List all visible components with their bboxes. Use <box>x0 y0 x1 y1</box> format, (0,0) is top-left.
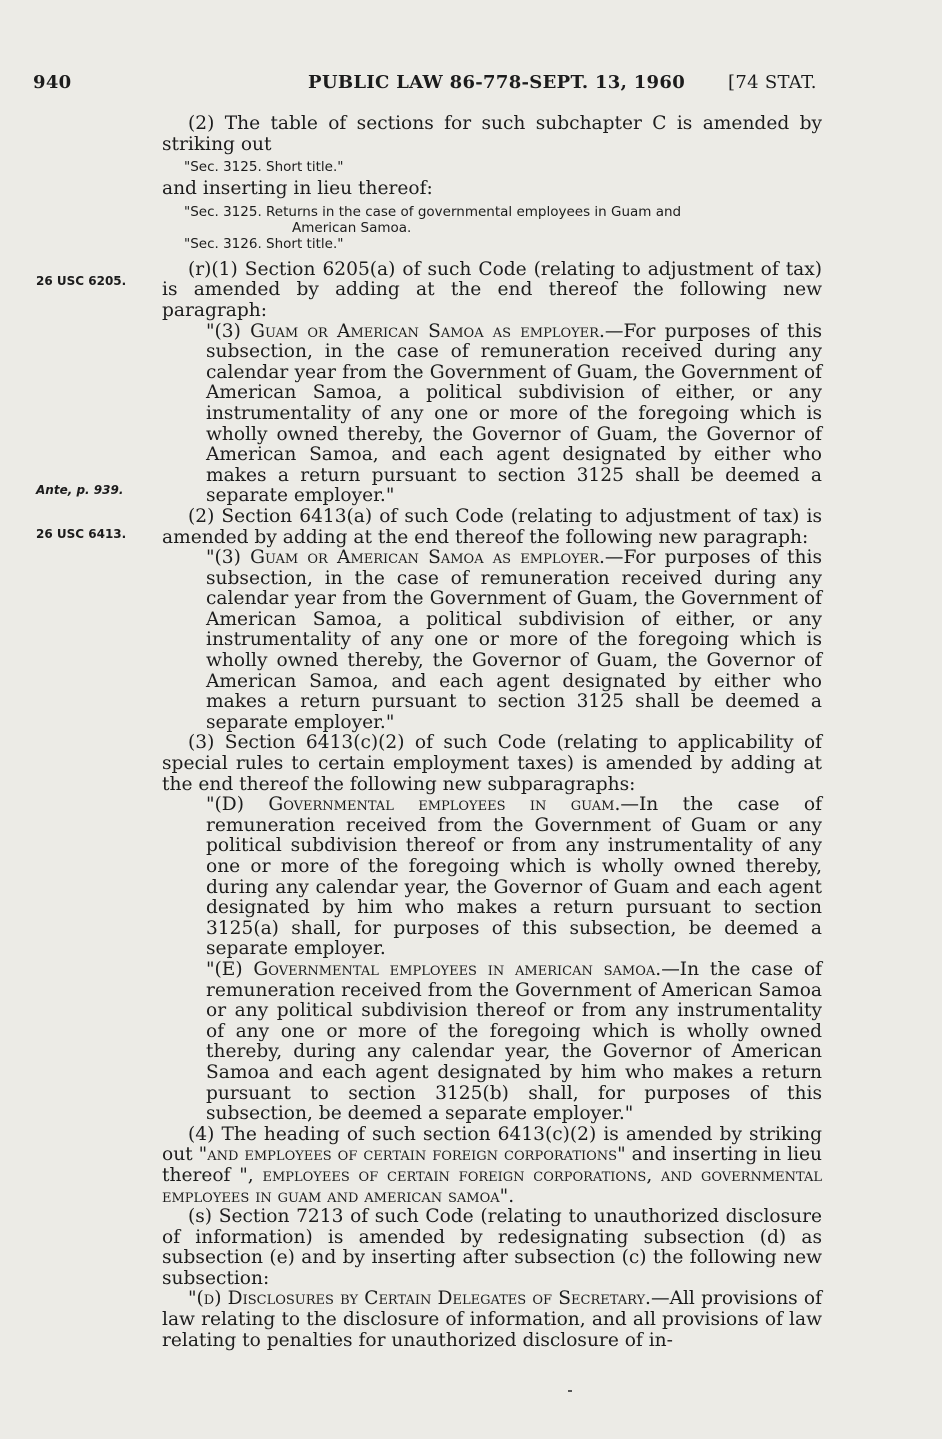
subsection-d-disclosures <box>162 1289 822 1351</box>
r1-quoted-paragraph <box>162 322 822 507</box>
paragraph-2-intro: (2) The table of sections for such subchapter C is amended by striking out <box>162 113 822 155</box>
r1-quote-body: —For purposes of this subsection, in the case of remuneration received during any calendar year from the Government of Guam, the Government of American Samoa, a political subdivision of either, or any instrumentality of any one or more of the foregoing which is wholly owned thereby, the Governor of Guam, the Governor of American Samoa, and each agent designated by either who makes a return pursuant to section 3125 shall be deemed a separate employer." <box>206 320 822 507</box>
subparagraph-e-body: —In the case of remuneration received from the Government of American Samoa or any political subdivision thereof or from any instrumentality of any one or more of the foregoing which is wholly owned thereby, during any calendar year, the Governor of American Samoa and each agent designated by him who makes a return pursuant to section 3125(b) shall, for purposes of this subsection, be deemed a separate employer." <box>206 958 822 1125</box>
new-section-3126: "Sec. 3126. Short title." <box>184 235 344 252</box>
subparagraph-d-heading: "(D) Governmental employees in guam. <box>206 794 621 816</box>
margin-note-26usc6205: 26 USC 6205. <box>36 274 127 288</box>
p2-quote-heading: "(3) Guam or American Samoa as employer. <box>206 547 605 569</box>
statute-volume: [74 STAT. <box>728 72 817 93</box>
running-head-title: PUBLIC LAW 86-778-SEPT. 13, 1960 <box>308 72 686 93</box>
paragraph-3: (3) Section 6413(c)(2) of such Code (relating to applicability of special rules to certain employment taxes) is amended by adding at the end thereof the following new subparagraphs: <box>162 732 822 795</box>
old-section-3125: "Sec. 3125. Short title." <box>184 159 344 176</box>
footer-mark <box>568 1390 572 1392</box>
paragraph-2: (2) Section 6413(a) of such Code (relating to adjustment of tax) is amended by adding at the end thereof the following new paragraph: <box>162 505 822 548</box>
subsection-d-heading: "(d) Disclosures by Certain Delegates of Secretary. <box>188 1288 651 1310</box>
new-section-3125-line2: American Samoa. <box>292 219 412 236</box>
subsection-d-body: —All provisions of law relating to the disclosure of information, and all provisions of law relating to penalties for unauthorized disclosure of in- <box>162 1288 822 1351</box>
insert-line: and inserting in lieu thereof: <box>162 178 433 200</box>
r1-quote-heading: "(3) Guam or American Samoa as employer. <box>206 320 605 342</box>
subparagraph-e-heading: "(E) Governmental employees in american samoa. <box>206 958 662 980</box>
body-text <box>162 114 822 1351</box>
margin-note-26usc6413: 26 USC 6413. <box>36 527 127 541</box>
p2-quoted-paragraph <box>162 548 822 733</box>
paragraph-4-struck-heading: and employees of certain foreign corporations <box>207 1144 618 1166</box>
margin-note-ante-p939: Ante, p. 939. <box>36 483 124 497</box>
page-number: 940 <box>33 72 72 93</box>
p2-quote-body: —For purposes of this subsection, in the case of remuneration received during any calendar year from the Government of Guam, the Government of American Samoa, a political subdivision of either, or any instrumentality of any one or more of the foregoing which is wholly owned thereby, the Governor of Guam, the Governor of American Samoa, and each agent designated by either who makes a return pursuant to section 3125 shall be deemed a separate employer." <box>206 547 822 733</box>
subparagraph-d <box>162 795 822 960</box>
subparagraph-e <box>162 960 822 1125</box>
paragraph-r1: (r)(1) Section 6205(a) of such Code (relating to adjustment of tax) is amended by adding at the end thereof the following new paragraph: <box>162 258 822 321</box>
paragraph-4 <box>162 1125 822 1207</box>
paragraph-s: (s) Section 7213 of such Code (relating to unauthorized disclosure of information) is amended by redesignating subsection (d) as subsection (e) and by inserting after subsection (c) the following new subsection: <box>162 1206 822 1289</box>
paragraph-4-new-heading: employees of certain foreign corporations, and governmental employees in guam and american samoa <box>162 1164 822 1207</box>
paragraph-4-part-e: ". <box>499 1185 515 1207</box>
subparagraph-d-body: —In the case of remuneration received from the Government of Guam or any political subdivision thereof or from any instrumentality of any one or more of the foregoing which is wholly owned thereby, during any calendar year, the Governor of Guam and each agent designated by him who makes a return pursuant to section 3125(a) shall, for purposes of this subsection, be deemed a separate employer. <box>206 794 822 960</box>
paragraph-4-part-a: (4) The heading of such section 6413(c)(2) is amended by striking out " <box>162 1123 822 1166</box>
new-section-3125-line1: "Sec. 3125. Returns in the case of governmental employees in Guam and <box>184 203 682 220</box>
paragraph-4-part-c: " and inserting in lieu thereof ", <box>162 1144 823 1186</box>
